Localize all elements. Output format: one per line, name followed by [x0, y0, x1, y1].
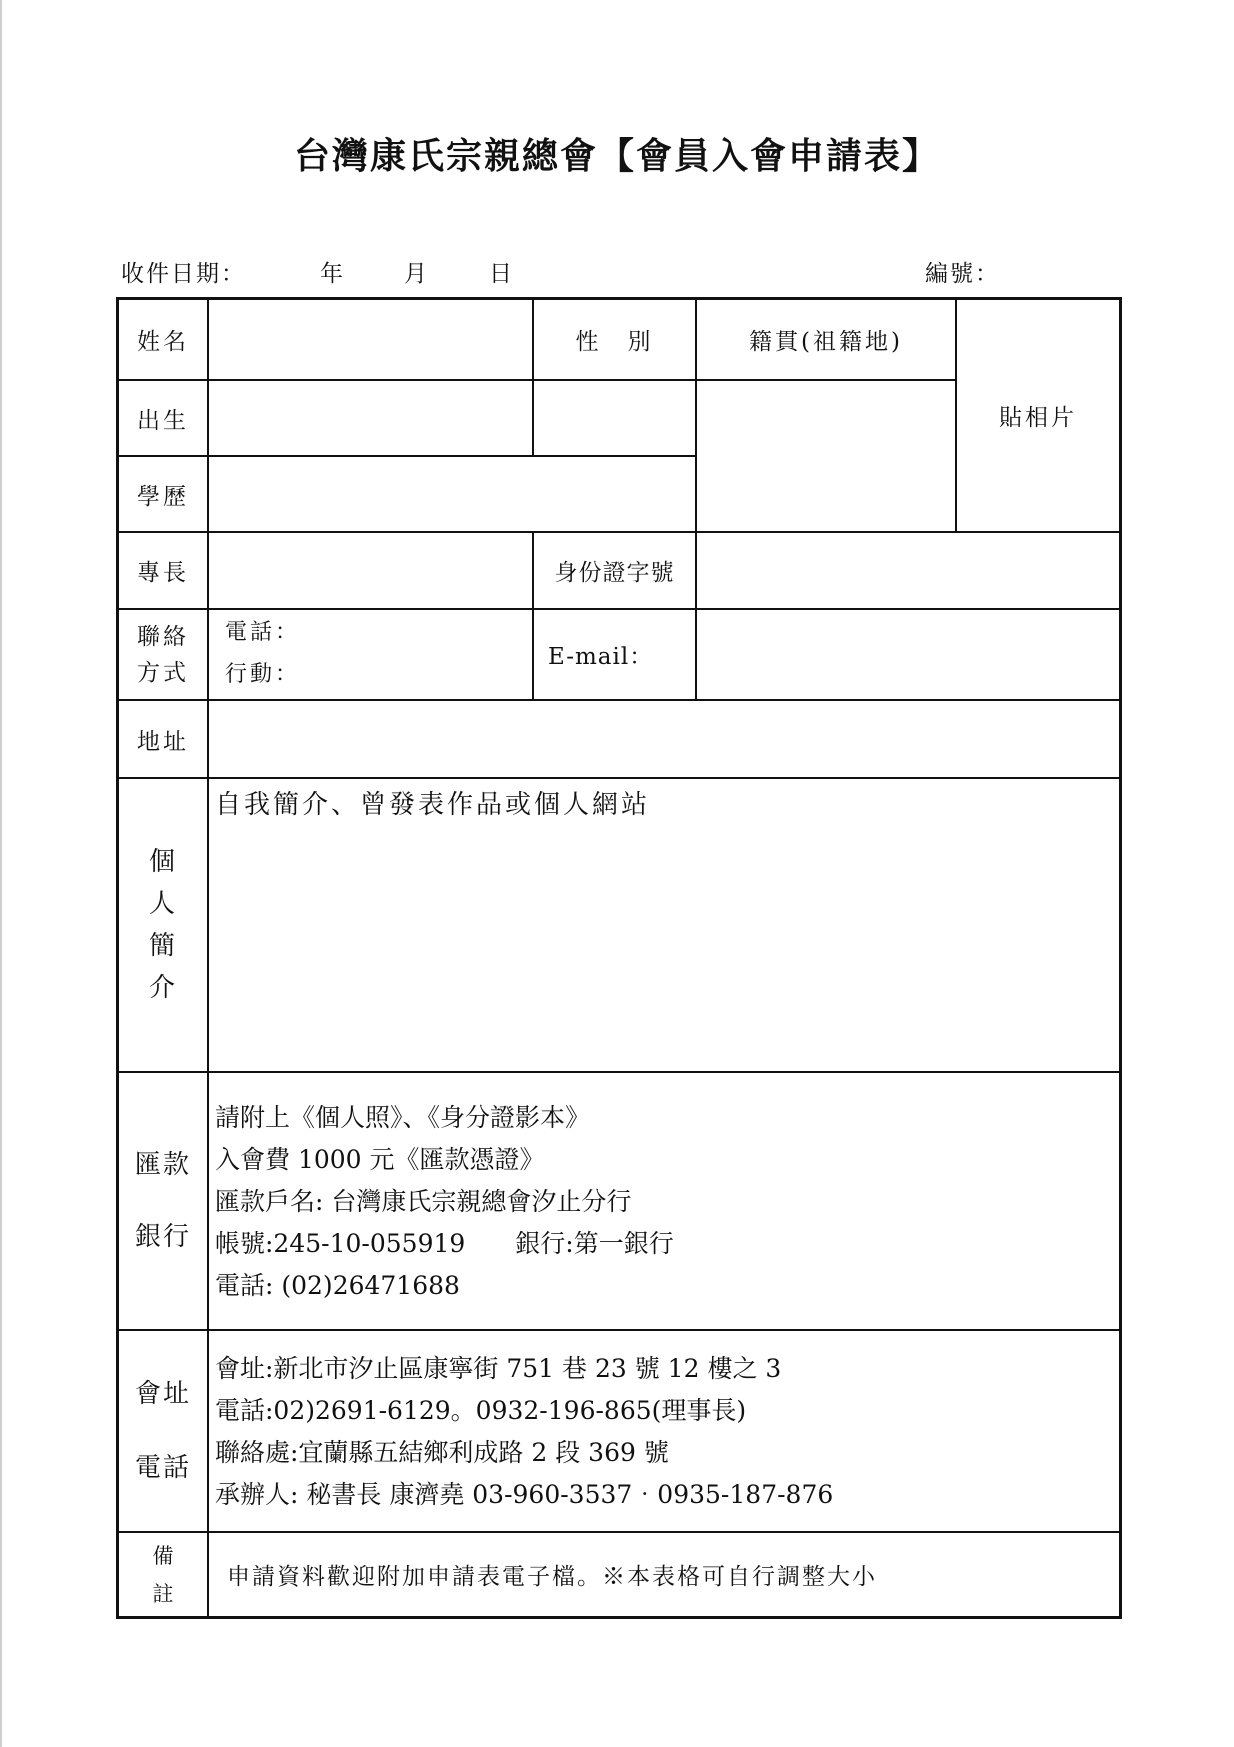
mobile-label: 行動： [225, 662, 301, 687]
contact-phone-block [225, 612, 300, 696]
birth-field[interactable] [209, 381, 532, 455]
email-field[interactable] [697, 610, 1119, 699]
profile-char: 介 [148, 973, 177, 1003]
bank-info-line: 電話: (02)26471688 [215, 1271, 460, 1300]
bank-label [119, 1073, 207, 1329]
profile-field[interactable] [209, 826, 1119, 1071]
specialty-label: 專長 [137, 560, 189, 586]
application-form [116, 297, 1122, 1619]
bank-info [215, 1097, 674, 1307]
form-title: 台灣康氏宗親總會【會員入會申請表】 [293, 135, 940, 177]
page-edge [0, 0, 2, 1747]
remark-label-line1: 備 [152, 1543, 174, 1568]
address-field[interactable] [209, 701, 1119, 777]
phone-field[interactable] [309, 610, 532, 699]
profile-hint: 自我簡介、曾發表作品或個人網站 [215, 790, 651, 820]
office-label-line2: 電話 [134, 1453, 191, 1483]
origin-label: 籍貫(祖籍地) [749, 329, 903, 355]
bank-info-line: 請附上《個人照》、《身分證影本》 [215, 1103, 591, 1132]
month-label: 月 [404, 261, 429, 287]
bank-info-line: 帳號:245-10-055919 銀行:第一銀行 [215, 1229, 674, 1258]
education-field[interactable] [209, 457, 695, 531]
origin-field[interactable] [697, 381, 955, 531]
profile-label [119, 779, 207, 1071]
grid-line [119, 777, 1119, 779]
profile-char: 人 [148, 889, 177, 919]
office-label [119, 1331, 207, 1531]
remark-text: 申請資料歡迎附加申請表電子檔。※本表格可自行調整大小 [227, 1564, 877, 1590]
office-info-line: 承辦人: 秘書長 康濟堯 03-960-3537‧0935-187-876 [215, 1480, 834, 1509]
year-label: 年 [320, 261, 345, 287]
grid-line [119, 1071, 1119, 1073]
bank-info-line: 入會費 1000 元《匯款憑證》 [215, 1145, 545, 1174]
number-label: 編號： [925, 261, 1000, 287]
bank-label-line2: 銀行 [134, 1222, 191, 1252]
remark-label [119, 1533, 207, 1616]
office-info-line: 會址:新北市汐止區康寧街 751 巷 23 號 12 樓之 3 [215, 1354, 782, 1383]
contact-label-line1: 聯絡 [137, 623, 189, 650]
gender-label: 性 別 [575, 329, 654, 355]
id-number-field[interactable] [697, 533, 1119, 608]
photo-placeholder: 貼相片 [999, 405, 1077, 431]
bank-label-line1: 匯款 [134, 1150, 191, 1180]
name-field[interactable] [209, 300, 532, 379]
phone-label: 電話： [225, 620, 301, 645]
contact-label [119, 610, 207, 699]
profile-char: 個 [148, 847, 177, 877]
contact-label-line2: 方式 [137, 659, 189, 686]
office-info [215, 1348, 833, 1516]
name-label: 姓名 [137, 329, 189, 355]
received-date-label: 收件日期： [121, 261, 246, 287]
email-label: E-mail： [548, 644, 654, 670]
day-label: 日 [489, 261, 514, 287]
address-label: 地址 [137, 728, 189, 755]
birth-label: 出生 [137, 407, 189, 434]
bank-info-line: 匯款戶名: 台灣康氏宗親總會汐止分行 [215, 1187, 632, 1216]
education-label: 學歷 [137, 483, 189, 510]
remark-label-line2: 註 [152, 1581, 174, 1606]
office-label-line1: 會址 [134, 1379, 191, 1409]
gender-field[interactable] [534, 381, 695, 455]
office-info-line: 聯絡處:宜蘭縣五結鄉利成路 2 段 369 號 [215, 1438, 669, 1467]
specialty-field[interactable] [209, 533, 532, 608]
grid-line [119, 1329, 1119, 1331]
profile-char: 簡 [148, 931, 177, 961]
office-info-line: 電話:02)2691-6129。0932-196-865(理事長) [215, 1396, 747, 1425]
id-number-label: 身份證字號 [554, 560, 675, 586]
